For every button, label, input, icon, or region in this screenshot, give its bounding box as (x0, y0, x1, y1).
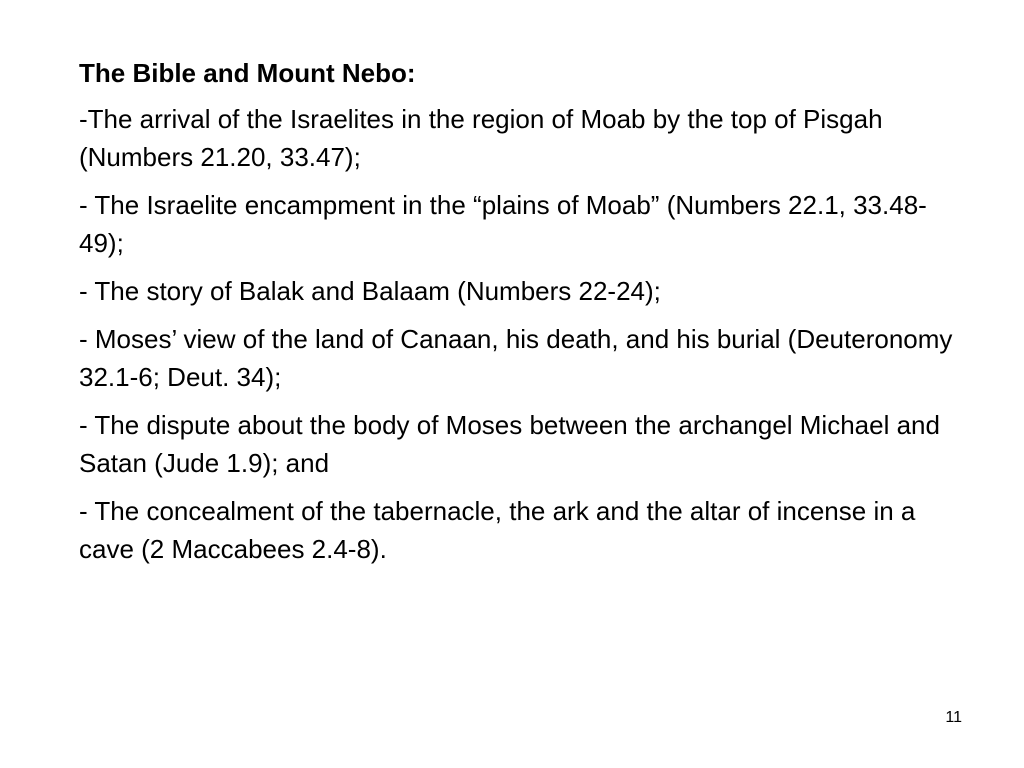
list-item: - The dispute about the body of Moses between the archangel Michael and Satan (Jude 1.9); and (79, 410, 940, 478)
list-item: - The concealment of the tabernacle, the ark and the altar of incense in a cave (2 Maccabees 2.4-8). (79, 496, 916, 564)
slide-content (79, 54, 959, 578)
list-item: -The arrival of the Israelites in the region of Moab by the top of Pisgah (Numbers 21.20, 33.47); (79, 104, 883, 172)
page-number: 11 (945, 709, 962, 726)
slide-heading: The Bible and Mount Nebo: (79, 58, 416, 88)
list-item: - The Israelite encampment in the “plains of Moab” (Numbers 22.1, 33.48-49); (79, 190, 927, 258)
reference-list (79, 100, 959, 568)
list-item: - Moses’ view of the land of Canaan, his death, and his burial (Deuteronomy 32.1-6; Deut. 34); (79, 324, 953, 392)
list-item: - The story of Balak and Balaam (Numbers 22-24); (79, 276, 661, 306)
